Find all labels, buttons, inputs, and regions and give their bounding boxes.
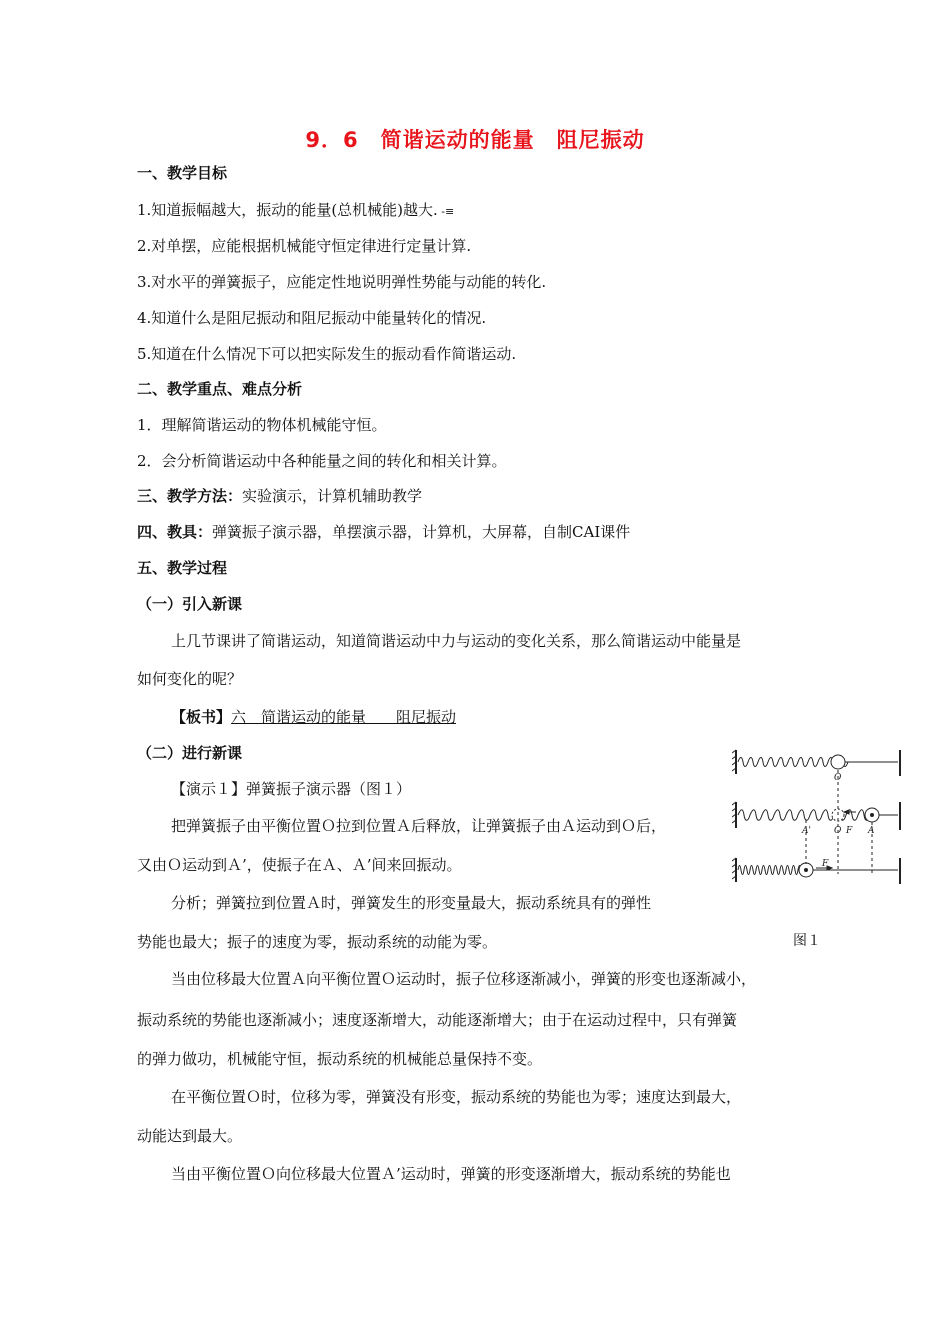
demo-text: 弹簧振子演示器（图１） (246, 780, 412, 798)
paragraph-line: 又由Ｏ运动到Ａ’，使振子在Ａ、Ａ’间来回振动。 (137, 856, 462, 874)
spring-row-2 (732, 802, 900, 830)
board-line (171, 707, 456, 727)
method-line (137, 486, 422, 506)
label-o: O (834, 773, 842, 783)
paragraph-line: 上几节课讲了简谐运动，知道简谐运动中力与运动的变化关系，那么简谐运动中能量是 (171, 632, 742, 650)
intro-heading: （一）引入新课 (137, 595, 243, 613)
goal-mark: -≡ (441, 205, 455, 218)
new-lesson-heading: （二）进行新课 (137, 744, 243, 762)
label-o2: O (834, 826, 842, 836)
key-heading: 二、教学重点、难点分析 (137, 380, 303, 398)
tools-label: 四、教具： (137, 523, 213, 541)
board-label: 【板书】 (171, 708, 232, 726)
label-a: A (868, 826, 875, 836)
goal-item: 5.知道在什么情况下可以把实际发生的振动看作简谐运动. (137, 345, 517, 363)
paragraph-line: 振动系统的势能也逐渐减小；速度逐渐增大，动能逐渐增大；由于在运动过程中，只有弹簧 (137, 1011, 738, 1029)
label-f: F (846, 826, 853, 836)
spring-row-3 (732, 858, 900, 884)
board-text: 六 简谐运动的能量 阻尼振动 (231, 708, 457, 726)
method-text: 实验演示，计算机辅助教学 (242, 487, 423, 505)
label-f2: F (822, 859, 829, 869)
demo-label: 【演示１】 (171, 780, 247, 798)
goal-item: 2.对单摆，应能根据机械能守恒定律进行定量计算. (137, 237, 472, 255)
tools-text: 弹簧振子演示器，单摆演示器，计算机，大屏幕，自制CAI课件 (212, 523, 631, 541)
goal-item: 3.对水平的弹簧振子，应能定性地说明弹性势能与动能的转化. (137, 273, 547, 291)
spring-oscillator-figure (732, 744, 904, 886)
method-label: 三、教学方法： (137, 487, 243, 505)
spring-row-1 (732, 750, 900, 776)
goal-item: 1.知道振幅越大，振动的能量(总机械能)越大. -≡ (137, 201, 455, 219)
label-a-prime: A' (802, 826, 811, 836)
key-item: 1．理解简谐运动的物体机械能守恒。 (137, 416, 387, 434)
paragraph-line: 分析；弹簧拉到位置Ａ时，弹簧发生的形变量最大，振动系统具有的弹性 (171, 894, 652, 912)
goal-item: 4.知道什么是阻尼振动和阻尼振动中能量转化的情况. (137, 309, 487, 327)
paragraph-line: 在平衡位置Ｏ时，位移为零，弹簧没有形变，振动系统的势能也为零；速度达到最大， (171, 1088, 742, 1106)
paragraph-line: 动能达到最大。 (137, 1127, 243, 1145)
paragraph-line: 势能也最大；振子的速度为零，振动系统的动能为零。 (137, 933, 498, 951)
key-item: 2．会分析简谐运动中各种能量之间的转化和相关计算。 (137, 452, 507, 470)
figure-caption: 图１ (793, 933, 821, 949)
paragraph-line: 当由平衡位置Ｏ向位移最大位置Ａ’运动时，弹簧的形变逐渐增大，振动系统的势能也 (171, 1165, 731, 1183)
goals-heading: 一、教学目标 (137, 164, 228, 182)
paragraph-line: 的弹力做功，机械能守恒，振动系统的机械能总量保持不变。 (137, 1050, 543, 1068)
tools-line (137, 522, 630, 542)
demo-line (171, 779, 411, 799)
process-heading: 五、教学过程 (137, 559, 228, 577)
paragraph-line: 如何变化的呢？ (137, 670, 243, 688)
paragraph-line: 把弹簧振子由平衡位置Ｏ拉到位置Ａ后释放，让弹簧振子由Ａ运动到Ｏ后， (171, 817, 667, 835)
paragraph-line: 当由位移最大位置Ａ向平衡位置Ｏ运动时，振子位移逐渐减小，弹簧的形变也逐渐减小， (171, 970, 757, 988)
page-title: 9．6 简谐运动的能量 阻尼振动 (305, 128, 645, 152)
